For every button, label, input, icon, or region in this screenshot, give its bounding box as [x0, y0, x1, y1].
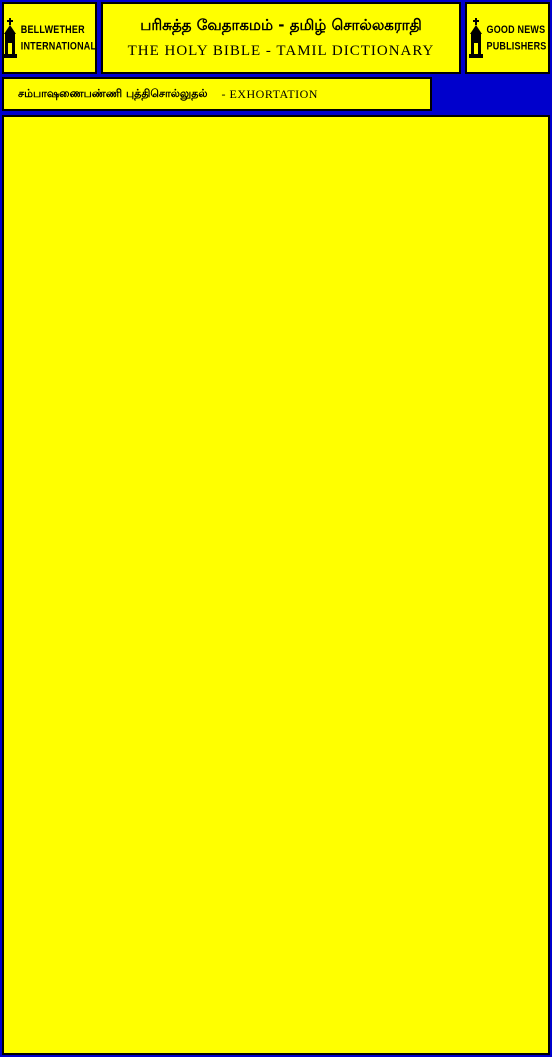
body-paragraph-8: [18, 783, 534, 853]
body-paragraph-3: [18, 313, 534, 383]
title-english: THE HOLY BIBLE - TAMIL DICTIONARY: [127, 43, 435, 59]
logo-good-news-publishers: [465, 2, 550, 74]
body-paragraph-7: [18, 689, 534, 759]
logo-right-line2: PUBLISHERS: [486, 39, 547, 52]
body-paragraph-9: [18, 877, 534, 947]
logo-bellwether-international: [2, 2, 97, 74]
body-paragraph-5: [18, 501, 534, 571]
entry-term-tamil: சம்பாஷணைபண்ணி புத்திசொல்லுதல்: [18, 86, 208, 100]
entry-body-text: [2, 115, 550, 1055]
body-paragraph-1: [18, 125, 534, 195]
church-building-icon: [469, 18, 483, 58]
entry-heading-bar: [2, 77, 432, 111]
church-building-icon: [3, 18, 17, 58]
entry-separator: -: [221, 86, 226, 101]
body-paragraph-4: [18, 407, 534, 477]
body-paragraph-2: [18, 219, 534, 289]
logo-right-line1: GOOD NEWS: [486, 23, 546, 36]
logo-left-line1: BELLWETHER: [20, 23, 85, 36]
body-paragraph-6: [18, 595, 534, 665]
entry-term-english: EXHORTATION: [229, 86, 318, 101]
title-tamil: பரிசுத்த வேதாகமம் - தமிழ் சொல்லகராதி: [140, 16, 422, 34]
dictionary-title-panel: [101, 2, 461, 74]
logo-left-line2: INTERNATIONAL: [20, 39, 97, 52]
